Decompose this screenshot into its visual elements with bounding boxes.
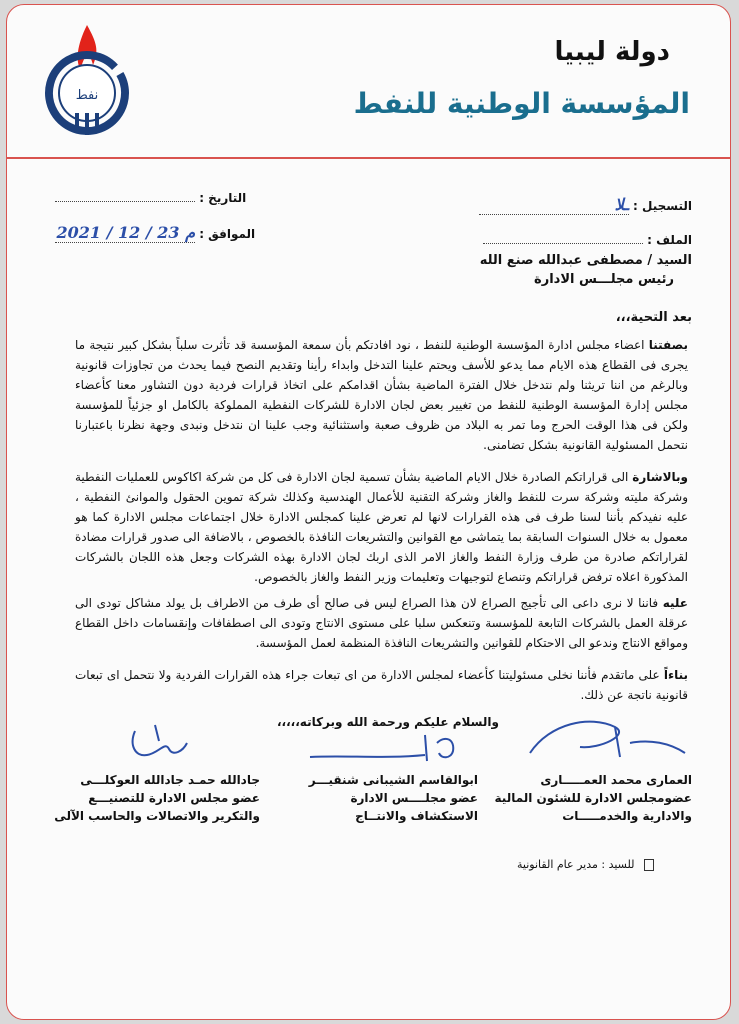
cc-text: للسيد : مدير عام القانونية xyxy=(517,858,635,871)
corresponding-field xyxy=(55,223,255,243)
cc-bullet-icon xyxy=(644,859,654,871)
paragraph-lead: بصفتنا xyxy=(648,338,688,352)
paragraph-lead: بناءاً xyxy=(663,668,688,682)
signatory-name: جادالله حمـد جادالله العوكلـــى xyxy=(80,773,260,787)
signature-3-icon xyxy=(125,721,205,765)
signatory-3 xyxy=(54,771,260,825)
signatory-role: الاستكشاف والانتــاج xyxy=(355,809,478,823)
date-field xyxy=(55,191,246,205)
body-paragraph-4 xyxy=(75,665,688,705)
body-paragraph-3 xyxy=(75,593,688,653)
signatory-role: عضو مجلس الادارة للتصنيـــع xyxy=(88,791,260,805)
signatory-role: والتكرير والاتصالات والحاسب الآلى xyxy=(54,809,260,823)
signatory-name: العمارى محمد العمـــــارى xyxy=(540,773,692,787)
paragraph-text: فاننا لا نرى داعى الى تأجيج الصراع لان هذا الصراع ليس فى صالح أى طرف من الاطراف بل يولد مشاكل تودى الى عرقلة العمل بالشركات التابعة للمؤسسة وتنعكس سلبا على مستوى الانتاج وتودى الى اصطفافات وإنقسامات داخل القطاع ومواقع الانتاج وندعو الى الاحتكام للقوانين والتشريعات النافذة المنظمة لعمل المؤسسة. xyxy=(75,596,688,650)
paragraph-text: على ماتقدم فأننا نخلى مسئوليتنا كأعضاء لمجلس الادارة من اى تبعات جراء هذه القرارات الفردية ولا نتحمل اى تبعات قانونية ناتجة عن ذلك. xyxy=(75,668,688,702)
signature-2-icon xyxy=(305,725,465,769)
body-paragraph-2 xyxy=(75,467,688,587)
corporation-name: المؤسسة الوطنية للنفط xyxy=(353,87,690,120)
file-field xyxy=(483,233,692,247)
signatory-2 xyxy=(309,771,478,825)
registration-value: ـلا xyxy=(614,195,629,214)
corresponding-label: الموافق : xyxy=(199,227,256,241)
signatory-role: عضومجلس الادارة للشئون المالية xyxy=(494,791,692,805)
body-paragraph-1 xyxy=(75,335,688,455)
greeting: بعد التحية،،، xyxy=(615,310,692,325)
logo-text: نفط xyxy=(75,88,99,103)
corresponding-value: 2021 / 12 / 23 م xyxy=(56,223,195,242)
paragraph-text: اعضاء مجلس ادارة المؤسسة الوطنية للنفط ، نود افادتكم بأن سمعة المؤسسة قد تأثرت سلباً بشكل كبير نتيجة ما يجرى فى القطاع هذه الايام مما يدعو للأسف ويحتم علينا التدخل وابداء رأينا وتقديم النصح فيما يحدث من تجاوزات قانونية وبالرغم من اننا تريثنا ولم نتدخل خلال الفترة الماضية بشأن اقدامكم على اتخاذ قرارات فردية دون التشاور معنا كأعضاء مجلس إدارة المؤسسة الوطنية للنفط من تغيير بعض لجان الادارة للشركات النفطية المملوكة بالكامل او جزئياً للمؤسسة ولكن فى هذا الوقت الحرج وما تمر به البلاد من ظروف صعبة واستثنائية وجب علينا ان نتدخل ونبدى وجهة نظرنا باعتبارنا نتحمل المسئولية القانونية بشكل تضامنى. xyxy=(75,338,688,452)
registration-field xyxy=(479,195,692,215)
date-label: التاريخ : xyxy=(199,191,247,205)
signature-1-icon xyxy=(520,713,690,769)
paragraph-lead: وبالاشارة xyxy=(632,470,688,484)
recipient-title: رئيس مجلـــس الادارة xyxy=(534,272,674,287)
signatory-role: والادارية والخدمـــــات xyxy=(562,809,692,823)
paragraph-text: الى قراراتكم الصادرة خلال الايام الماضية بشأن تسمية لجان الادارة فى كل من شركة اكاكوس للعمليات النفطية وشركة مليته وشركة سرت للنفط والغاز وشركة التقنية للأعمال الهندسية وكذلك شركة تموين الحقول والموانئ النفطية ، عليه نفيدكم بأننا لسنا طرف فى هذه القرارات لانها لم تعرض علينا كمجلس الادارة خلال اجتماعات مجلس الادارة كما هو معمول به خلال السنوات السابقة بما يتماشى مع القوانين والتشريعات النافذة بالخصوص ، بالاضافة الى صدور قرارات مضادة لقراراتكم صادرة من طرف وزارة النفط والغاز الامر الذى اربك لجان الادارة بهذه الشركات وجعل هذه اللجان بالشركات المذكورة اعلاه ترفض قراراتكم وتنصاع لتوجيهات وتعليمات وزير النفط والغاز بالخصوص. xyxy=(75,470,688,584)
noc-logo-icon xyxy=(37,21,137,141)
signatory-1 xyxy=(495,771,692,825)
cc-line xyxy=(517,858,654,871)
registration-label: التسجيل : xyxy=(633,199,692,213)
closing-salutation: والسلام عليكم ورحمة الله وبركاته،،،،، xyxy=(277,715,499,729)
signatory-role: عضو مجلــــس الادارة xyxy=(350,791,478,805)
state-name: دولة ليبيا xyxy=(554,37,670,67)
file-label: الملف : xyxy=(647,233,692,247)
letter-sheet xyxy=(6,4,731,1020)
paragraph-lead: عليه xyxy=(662,596,688,610)
recipient-name: السيد / مصطفى عبدالله صنع الله xyxy=(479,253,692,268)
header-divider xyxy=(7,157,730,159)
signatory-name: ابوالقاسم الشيبانى شنقيـــر xyxy=(308,773,478,787)
